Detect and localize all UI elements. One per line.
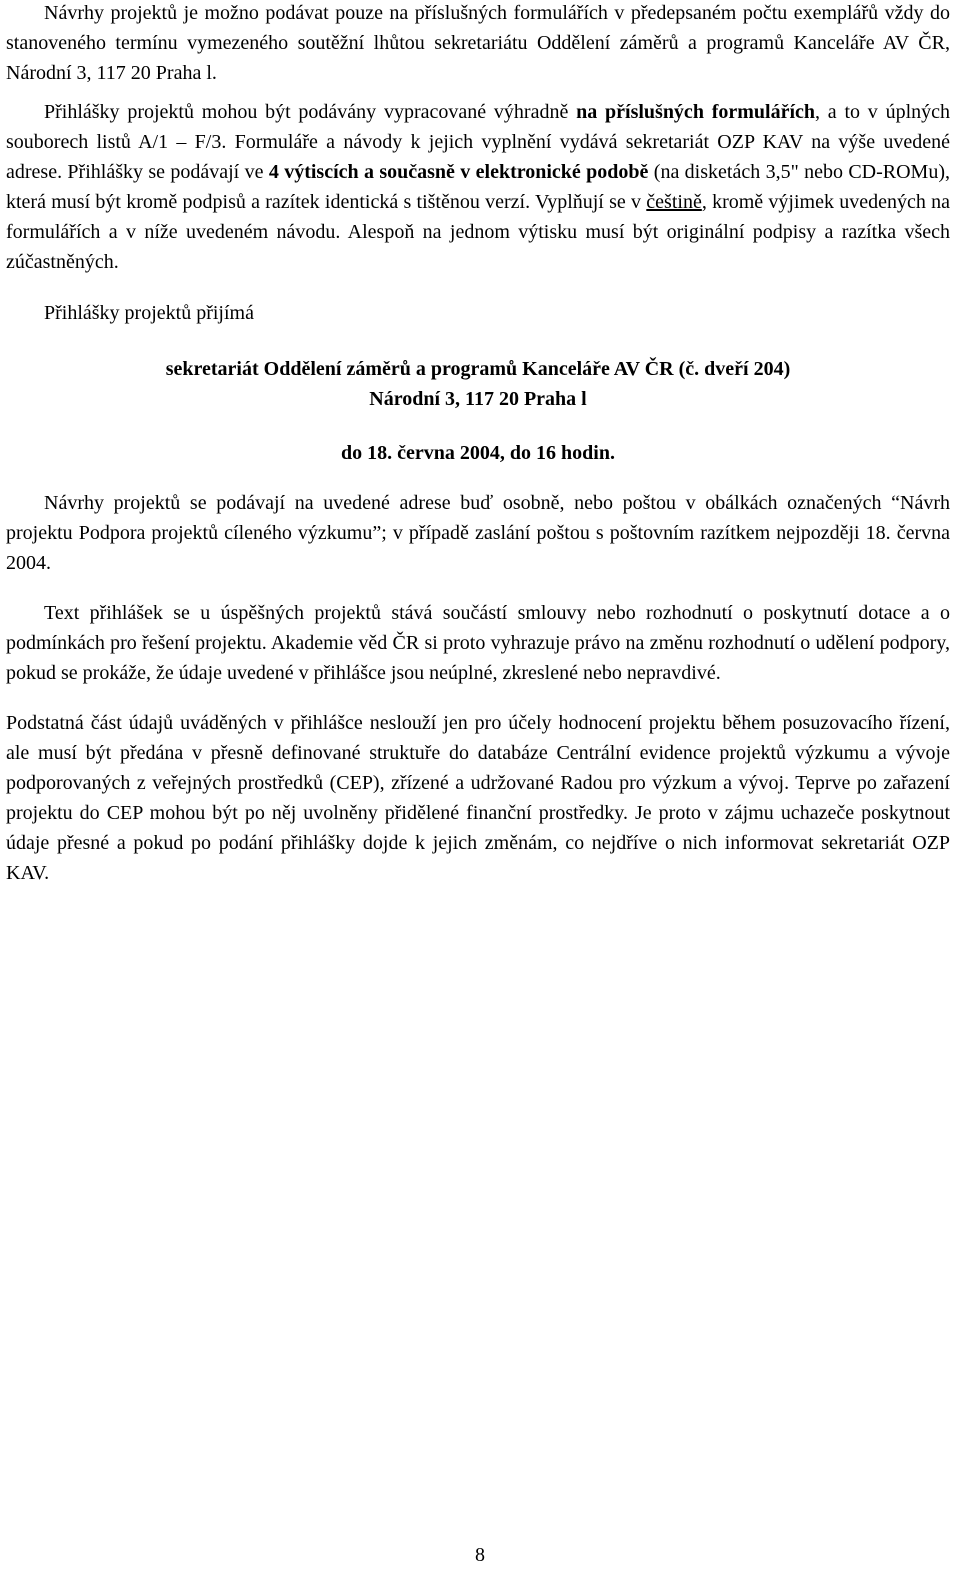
emphasis-language: češtině [646, 191, 702, 213]
paragraph-submission-forms: Návrhy projektů je možno podávat pouze na příslušných formulářích v předepsaném počtu exemplářů vždy do stanoveného termínu vymezeného soutěžní lhůtou sekretariátu Oddělení záměrů a programů Kanceláře AV ČR, Národní 3, 117 20 Praha l. [6, 2, 950, 84]
deadline: do 18. června 2004, do 16 hodin. [341, 442, 615, 464]
address-line-2: Národní 3, 117 20 Praha l [369, 388, 587, 410]
page-number: 8 [475, 1544, 485, 1566]
emphasis-forms: na příslušných formulářích [576, 101, 816, 123]
paragraph-received-by: Přihlášky projektů přijímá [44, 302, 254, 324]
paragraph-delivery: Návrhy projektů se podávají na uvedené adrese buď osobně, nebo poštou v obálkách označených “Návrh projektu Podpora projektů cíleného výzkumu”; v případě zaslání poštou s poštovním razítkem nejpozději 18. června 2004. [6, 492, 950, 574]
paragraph-cep-database: Podstatná část údajů uváděných v přihlášce neslouží jen pro účely hodnocení projektu během posuzovacího řízení, ale musí být předána v přesně definované struktuře do databáze Centrální evidence projektů výzkumu a vývoje podporovaných z veřejných prostředků (CEP), zřízené a udržované Radou pro výzkum a vývoj. Teprve po zařazení projektu do CEP mohou být po něj uvolněny přidělené finanční prostředky. Je proto v zájmu uchazeče poskytnout údaje přesné a pokud po podání přihlášky dojde k jejich změnám, co nejdříve o nich informovat sekretariát OZP KAV. [6, 712, 950, 884]
paragraph-application-requirements: Přihlášky projektů mohou být podávány vypracované výhradně na příslušných formulářích, a to v úplných souborech listů A/1 – F/3. Formuláře a návody k jejich vyplnění vydává sekretariát OZP KAV na výše uvedené adrese. Přihlášky se podávají ve 4 výtiscích a současně v elektronické podobě (na disketách 3,5" nebo CD-ROMu), která musí být kromě podpisů a razítek identická s tištěnou verzí. Vyplňují se v češtině, kromě výjimek uvedených na formulářích a v níže uvedeném návodu. Alespoň na jednom výtisku musí být originální podpisy a razítka všech zúčastněných. [6, 101, 951, 273]
emphasis-copies: 4 výtiscích a současně v elektronické podobě [268, 161, 649, 183]
paragraph-contract: Text přihlášek se u úspěšných projektů stává součástí smlouvy nebo rozhodnutí o poskytnutí dotace a o podmínkách pro řešení projektu. Akademie věd ČR si proto vyhrazuje právo na změnu rozhodnutí o udělení podpory, pokud se prokáže, že údaje uvedené v přihlášce jsou neúplné, zkreslené nebo nepravdivé. [6, 602, 950, 684]
address-block [6, 354, 950, 414]
address-line-1: sekretariát Oddělení záměrů a programů Kanceláře AV ČR (č. dveří 204) [165, 358, 791, 380]
